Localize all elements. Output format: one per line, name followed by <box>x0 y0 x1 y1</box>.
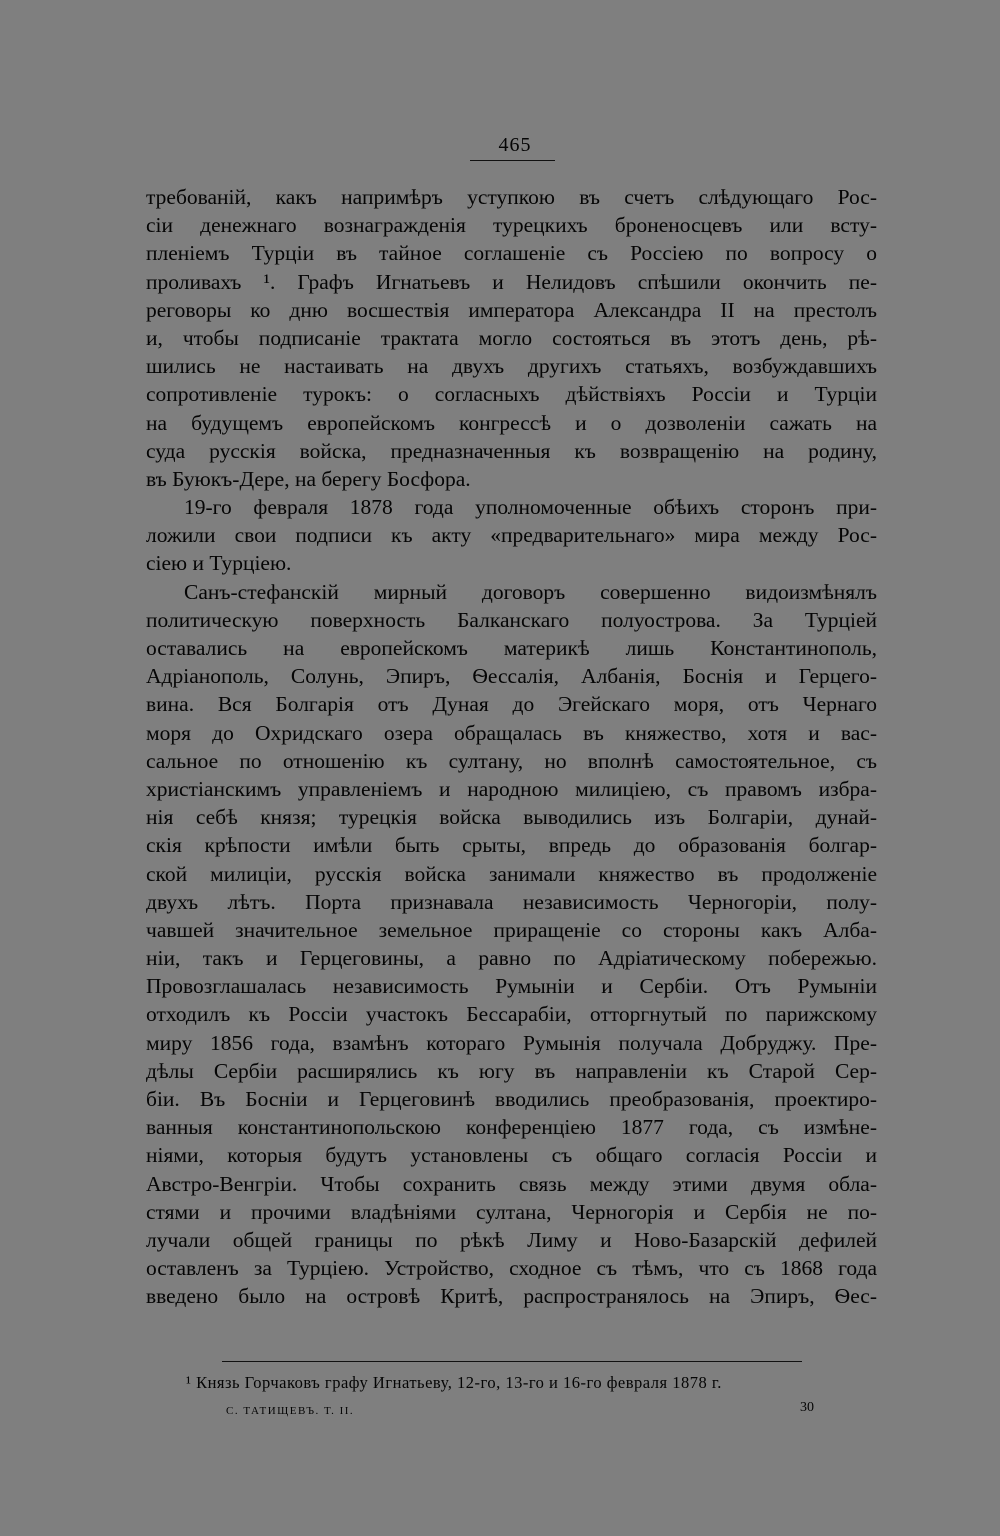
text-line: оставленъ за Турціею. Устройство, сходное съ тѣмъ, что съ 1868 года <box>146 1256 877 1281</box>
text-line: въ Буюкъ-Дере, на берегу Босфора. <box>146 466 471 491</box>
body-text <box>146 183 877 1311</box>
printer-signature: С. ТАТИЩЕВЪ. Т. II. <box>226 1405 355 1417</box>
sheet-number: 30 <box>800 1400 814 1415</box>
text-line: сопротивленіе турокъ: о согласныхъ дѣйствіяхъ Россіи и Турціи <box>146 382 877 407</box>
text-line: политическую поверхность Балканскаго полуострова. За Турціей <box>146 607 877 632</box>
text-line: христіанскимъ управленіемъ и народною милиціею, съ правомъ избра- <box>146 776 877 801</box>
text-line: введено было на островѣ Критѣ, распространялось на Эпиръ, Ѳес- <box>146 1284 877 1309</box>
text-line: 19-го февраля 1878 года уполномоченные обѣихъ сторонъ при- <box>184 495 877 520</box>
text-line: ніи, такъ и Герцеговины, а равно по Адріатическому побережью. <box>146 946 877 971</box>
text-line: Австро-Венгріи. Чтобы сохранить связь между этими двумя обла- <box>146 1171 877 1196</box>
text-line: Санъ-стефанскій мирный договоръ совершенно видоизмѣнялъ <box>184 579 877 604</box>
text-line: ніями, которыя будутъ установлены съ общаго согласія Россіи и <box>146 1143 877 1168</box>
text-line: моря до Охридскаго озера обращалась въ княжество, хотя и вас- <box>146 720 877 745</box>
text-line: вина. Вся Болгарія отъ Дуная до Эгейскаго моря, отъ Чернаго <box>146 692 877 717</box>
text-line: ложили свои подписи къ акту «предварительнаго» мира между Рос- <box>146 523 877 548</box>
page-number-rule <box>470 160 555 161</box>
text-line: суда русскія войска, предназначенныя къ возвращенію на родину, <box>146 438 877 463</box>
text-line: и, чтобы подписаніе трактата могло состояться въ этотъ день, рѣ- <box>146 325 877 350</box>
text-line: ванныя константинопольскою конференціею 1877 года, съ измѣне- <box>146 1115 877 1140</box>
text-line: нія себѣ князя; турецкія войска выводились изъ Болгаріи, дунай- <box>146 805 877 830</box>
text-line: проливахъ ¹. Графъ Игнатьевъ и Нелидовъ спѣшили окончить пе- <box>146 269 877 294</box>
text-line: отходилъ къ Россіи участокъ Бессарабіи, отторгнутый по парижскому <box>146 1002 877 1027</box>
text-line: дѣлы Сербіи расширялись къ югу въ направленіи къ Старой Сер- <box>146 1058 877 1083</box>
text-line: ской милиціи, русскія войска занимали княжество въ продолженіе <box>146 861 877 886</box>
text-line: миру 1856 года, взамѣнъ котораго Румынія получала Добруджу. Пре- <box>146 1030 877 1055</box>
text-line: біи. Въ Босніи и Герцеговинѣ вводились преобразованія, проектиро- <box>146 1087 877 1111</box>
text-line: пленіемъ Турціи въ тайное соглашеніе съ Россіею по вопросу о <box>146 241 877 266</box>
footnote-rule <box>222 1361 802 1362</box>
text-line: стями и прочими владѣніями султана, Черногорія и Сербія не по- <box>146 1199 877 1224</box>
text-line: сальное по отношенію къ султану, но вполнѣ самостоятельное, съ <box>146 748 877 773</box>
footnote: ¹ Князь Горчаковъ графу Игнатьеву, 12-го, 13-го и 16-го февраля 1878 г. <box>186 1373 722 1392</box>
text-line: лучали общей границы по рѣкѣ Лиму и Ново-Базарскій дефилей <box>146 1227 877 1252</box>
text-line: чавшей значительное земельное приращеніе со стороны какъ Алба- <box>146 917 877 942</box>
text-line: реговоры ко дню восшествія императора Александра II на престолъ <box>146 297 877 322</box>
text-line: Провозглашалась независимость Румыніи и Сербіи. Отъ Румыніи <box>146 974 877 999</box>
text-line: сіи денежнаго вознагражденія турецкихъ броненосцевъ или всту- <box>146 213 877 238</box>
text-line: на будущемъ европейскомъ конгрессѣ и о дозволеніи сажать на <box>146 410 877 435</box>
text-line: двухъ лѣтъ. Порта признавала независимость Черногоріи, полу- <box>146 889 877 914</box>
text-line: шились не настаивать на двухъ другихъ статьяхъ, возбуждавшихъ <box>146 354 877 379</box>
text-line: оставались на европейскомъ материкѣ лишь Константинополь, <box>146 636 877 660</box>
text-line: требованій, какъ напримѣръ уступкою въ счетъ слѣдующаго Рос- <box>146 185 877 209</box>
text-line: скія крѣпости имѣли быть срыты, впредь до образованія болгар- <box>146 833 877 858</box>
text-line: сіею и Турціею. <box>146 551 292 576</box>
text-line: Адріанополь, Солунь, Эпиръ, Ѳессалія, Албанія, Боснія и Герцего- <box>146 664 877 689</box>
page-number: 465 <box>498 134 532 156</box>
